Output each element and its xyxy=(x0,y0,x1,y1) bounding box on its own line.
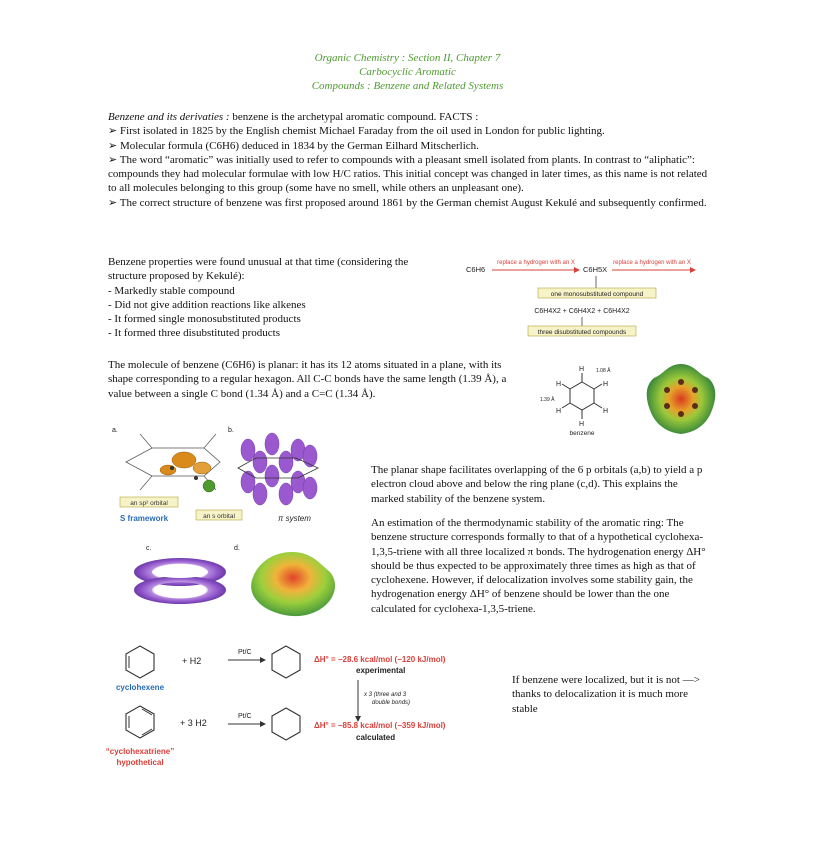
three-h2-reagent: + 3 H2 xyxy=(180,718,207,728)
catalyst-label: Pt/C xyxy=(238,713,252,720)
h2-reagent: + H2 xyxy=(182,656,202,666)
facts-section xyxy=(108,110,708,210)
arrow-1-head xyxy=(574,267,580,273)
header-line-3: Compounds : Benzene and Related Systems xyxy=(311,80,504,92)
potential-surface xyxy=(647,364,716,434)
facts-intro-rest: benzene is the archetypal aromatic compound. FACTS : xyxy=(229,111,479,123)
planar-paragraph: The molecule of benzene (C6H6) is planar: it has its 12 atoms situated in a plane, with its shape corresponding to a regular hexagon. All C-C bonds have the same length (1.39 Å), a value between a single C bond (1.34 Å) and a C=C (1.34 Å). xyxy=(108,359,507,400)
arrow-1-label: replace a hydrogen with an X xyxy=(497,260,575,266)
property-item: - Markedly stable compound xyxy=(108,284,235,297)
properties-intro: Benzene properties were found unusual at that time (considering the structure proposed by Kekulé): xyxy=(108,256,409,283)
panel-d-label: d. xyxy=(234,545,240,552)
benzene-potential-map xyxy=(642,360,720,438)
fact-item: ➢ Molecular formula (C6H6) deduced in 1834 by the German Eilhard Mitscherlich. xyxy=(108,139,479,152)
electron-density-map xyxy=(251,552,335,616)
c6h5x-formula: C6H5X xyxy=(583,265,608,274)
h-atom: H xyxy=(579,421,585,428)
pi-cloud-lower xyxy=(134,576,226,604)
x3-note-line1: x 3 (three and 3 xyxy=(364,692,407,698)
dh-cyclohexene: ΔH° = −28.6 kcal/mol (−120 kJ/mol) xyxy=(314,655,446,664)
h-atom: H xyxy=(579,366,585,373)
h-atom: H xyxy=(556,381,562,388)
benzene-ring xyxy=(562,373,602,419)
facts-intro xyxy=(108,110,708,124)
calculated-label: calculated xyxy=(356,733,396,742)
benzene-label: benzene xyxy=(569,430,595,437)
cyclohexane-structure xyxy=(272,646,300,678)
disubstituted-formulas: C6H4X2 + C6H4X2 + C6H4X2 xyxy=(534,308,630,315)
dh-cyclohexatriene: ΔH° = −85.8 kcal/mol (−359 kJ/mol) xyxy=(314,721,446,730)
arrow-2-head xyxy=(690,267,696,273)
cyclohexene-structure xyxy=(126,646,154,678)
reaction-arrow-head xyxy=(260,657,266,663)
sp2-label: an sp² orbital xyxy=(130,500,168,507)
fact-item: ➢ The word “aromatic” was initially used to refer to compounds with a pleasant smell isolated from plants. In contrast to “aliphatic”: compounds they had molecular formulae with low H/C ratios. This initial concept was changed in later times, as this name is not related to all molecules belonging to this group (some have no smell, while others an unpleasant one). xyxy=(108,153,708,195)
catalyst-label: Pt/C xyxy=(238,649,252,656)
panel-b-label: b. xyxy=(228,427,234,434)
properties-section xyxy=(108,255,448,341)
orbital-figure xyxy=(112,424,352,634)
cyclohexatriene-structure xyxy=(126,706,154,738)
cyclohexene-label: cyclohexene xyxy=(115,683,165,692)
h-atom: H xyxy=(603,381,609,388)
pi-system-label: π system xyxy=(278,514,311,523)
property-item: - Did not give addition reactions like alkenes xyxy=(108,298,306,311)
ch-length: 1.08 Å xyxy=(596,368,611,374)
s-framework-label: S framework xyxy=(120,514,169,523)
h-atom: H xyxy=(556,408,562,415)
di-box-label: three disubstituted compounds xyxy=(537,329,627,336)
panel-a-label: a. xyxy=(112,427,118,434)
facts-intro-italic: Benzene and its derivaties : xyxy=(108,111,230,123)
panel-c-label: c. xyxy=(146,545,152,552)
conclusion-text: If benzene were localized, but it is not —> thanks to delocalization it is much more stable xyxy=(512,674,700,715)
hypothetical-label: hypothetical xyxy=(116,758,164,767)
fact-item: ➢ The correct structure of benzene was first proposed around 1861 by the German chemist August Kekulé and subsequently confirmed. xyxy=(108,196,707,209)
torus-hole xyxy=(152,566,208,578)
mono-box-label: one monosubstituted compound xyxy=(550,291,644,298)
benzene-structure xyxy=(534,362,624,438)
x3-note-line2: double bonds) xyxy=(372,700,411,706)
property-item: - It formed single monosubstituted products xyxy=(108,313,301,326)
property-item: - It formed three disubstituted products xyxy=(108,327,280,340)
p-orbitals-drawing xyxy=(241,433,317,505)
substitution-scheme xyxy=(462,256,702,342)
fact-item: ➢ First isolated in 1825 by the English chemist Michael Faraday from the oil used in London for public lighting. xyxy=(108,125,605,138)
c6h6-formula: C6H6 xyxy=(466,265,486,274)
s-orbital-label: an s orbital xyxy=(203,513,235,520)
thermodynamic-paragraph: An estimation of the thermodynamic stability of the aromatic ring: The benzene structure corresponds formally to that of a hypothetical cyclohexa-1,3,5-triene with all three localized π bonds. The hydrogenation energy ΔH° should be thus expected to be approximately three times as high as that of cyclohexene. However, if delocalization involves some stability gain, the hydrogenation energy ΔH° of benzene should be lower than the one calculated for cyclohexa-1,3,5-triene. xyxy=(371,517,706,615)
header-line-2: Carbocyclic Aromatic xyxy=(359,66,456,78)
arrow-2-label: replace a hydrogen with an X xyxy=(613,260,691,266)
experimental-label: experimental xyxy=(356,666,406,675)
cyclohexane-structure xyxy=(272,708,300,740)
cc-length: 1.39 Å xyxy=(540,397,555,403)
triene-label: “cyclohexatriene” xyxy=(105,747,175,756)
hydrogenation-scheme xyxy=(104,640,494,774)
reaction-arrow-head xyxy=(260,721,266,727)
header-line-1: Organic Chemistry : Section II, Chapter 7 xyxy=(314,52,501,64)
h-atom: H xyxy=(603,408,609,415)
orbital-overlap-paragraph: The planar shape facilitates overlapping of the 6 p orbitals (a,b) to yield a p electron cloud above and below the ring plane (c,d). This explains the marked stability of the benzene system. xyxy=(371,464,703,505)
sigma-framework-drawing xyxy=(126,434,220,492)
